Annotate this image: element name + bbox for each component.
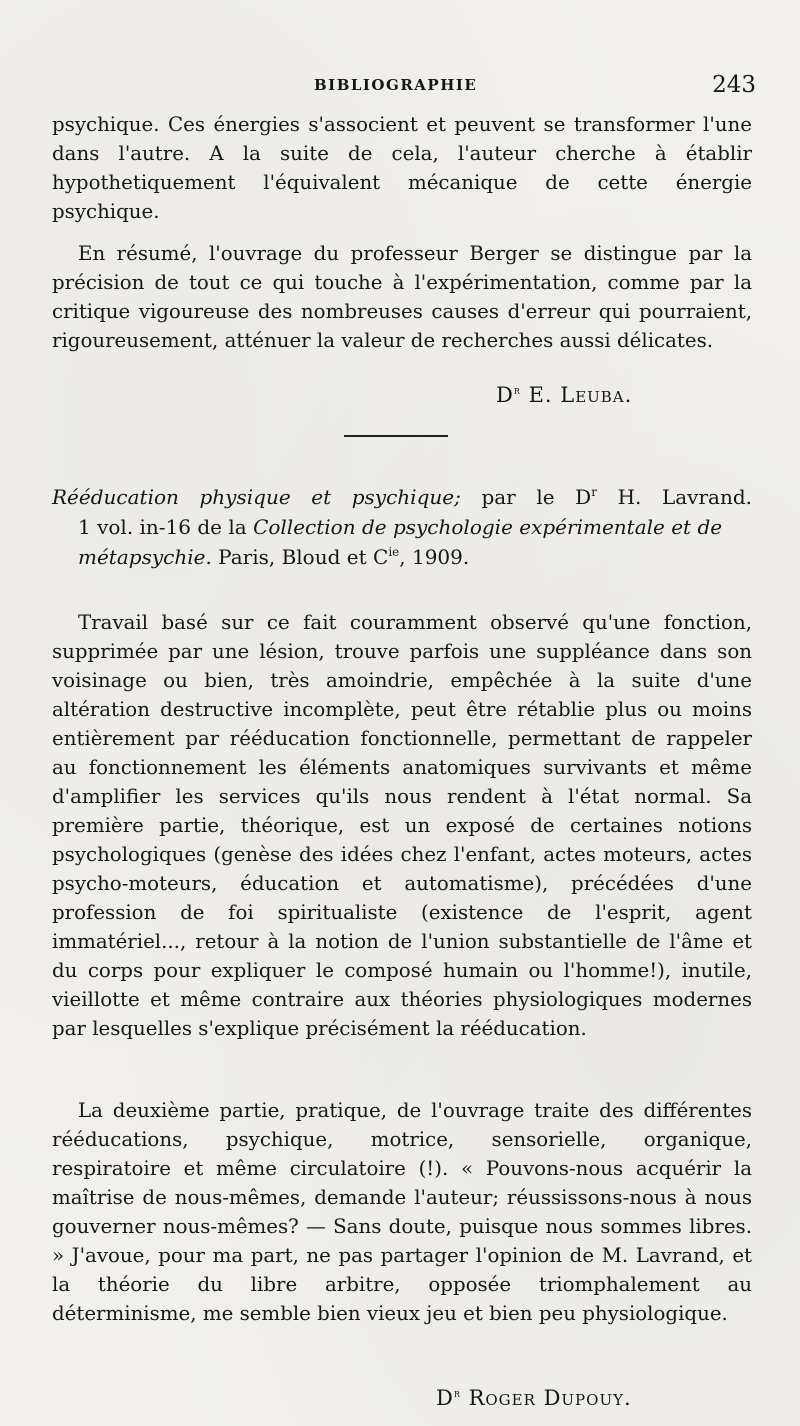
book-publisher: Paris, Bloud et C bbox=[218, 545, 389, 569]
book-collection: Collection de psychologie expérimentale et de métapsychie. bbox=[78, 515, 723, 569]
book-publisher-sup: ie bbox=[388, 545, 400, 559]
signature-prefix: D bbox=[496, 383, 514, 407]
running-title: BIBLIOGRAPHIE bbox=[314, 76, 478, 94]
book-title: Rééducation physique et psychique; bbox=[52, 485, 461, 509]
book-volume: 1 vol. in-16 de la bbox=[78, 515, 247, 539]
book-by: par le D bbox=[481, 485, 592, 509]
book-by-sup: r bbox=[591, 485, 597, 499]
review2-paragraph1-block bbox=[52, 608, 752, 1043]
running-head bbox=[0, 74, 800, 104]
signature-name: Roger Dupouy. bbox=[468, 1386, 632, 1410]
book-year: , 1909. bbox=[399, 545, 470, 569]
review2-paragraph1: Travail basé sur ce fait couramment observé qu'une fonction, supprimée par une lésion, trouve parfois une suppléance dans son voisinage ou bien, très amoindrie, empêchée à la suite d'une altération destructive incomplète, peut être rétablie plus ou moins entièrement par rééducation fonctionnelle, permettant de rappeler au fonctionnement les éléments anatomiques survivants et même d'amplifier les services qu'ils nous rendent à l'état normal. Sa première partie, théorique, est un exposé de certaines notions psychologiques (genèse des idées chez l'enfant, actes moteurs, actes psycho-moteurs, éducation et automatisme), précédées d'une profession de foi spiritualiste (existence de l'esprit, agent immatériel..., retour à la notion de l'union substantielle de l'âme et du corps pour expliquer le composé humain ou l'homme!), inutile, vieillotte et même contraire aux théories physiologiques modernes par lesquelles s'explique précisément la rééducation. bbox=[52, 611, 752, 1040]
review1-paragraph2-block bbox=[52, 239, 752, 355]
book-ref-line2 bbox=[52, 512, 752, 572]
signature-sup: r bbox=[513, 383, 521, 397]
review2-paragraph2-block bbox=[52, 1096, 752, 1328]
book-ref-line1 bbox=[52, 482, 752, 512]
section-separator bbox=[344, 435, 448, 437]
signature-prefix: D bbox=[436, 1386, 454, 1410]
review1-paragraph2: En résumé, l'ouvrage du professeur Berger se distingue par la précision de tout ce qui touche à l'expérimentation, comme par la critique vigoureuse des nombreuses causes d'erreur qui pourraient, rigoureusement, atténuer la valeur de recherches aussi délicates. bbox=[52, 242, 752, 352]
review2-signature bbox=[436, 1386, 632, 1410]
review2-paragraph2: La deuxième partie, pratique, de l'ouvrage traite des différentes rééducations, psychique, motrice, sensorielle, organique, respiratoire et même circulatoire (!). « Pouvons-nous acquérir la maîtrise de nous-mêmes, demande l'auteur; réussissons-nous à nous gouverner nous-mêmes? — Sans doute, puisque nous sommes libres. » J'avoue, pour ma part, ne pas partager l'opinion de M. Lavrand, et la théorie du libre arbitre, opposée triomphalement au déterminisme, me semble bien vieux jeu et bien peu physiologique. bbox=[52, 1099, 752, 1325]
page-number: 243 bbox=[712, 72, 756, 98]
signature-sup: r bbox=[453, 1386, 461, 1400]
review1-paragraph1: psychique. Ces énergies s'associent et peuvent se transformer l'une dans l'autre. A la suite de cela, l'auteur cherche à établir hypothetiquement l'équivalent mécanique de cette énergie psychique. bbox=[52, 113, 752, 223]
review1-paragraph1-block bbox=[52, 110, 752, 226]
review1-signature bbox=[496, 383, 632, 407]
book-author: H. Lavrand. bbox=[617, 485, 753, 509]
signature-name: E. Leuba. bbox=[528, 383, 633, 407]
review2-book-reference bbox=[52, 482, 752, 572]
